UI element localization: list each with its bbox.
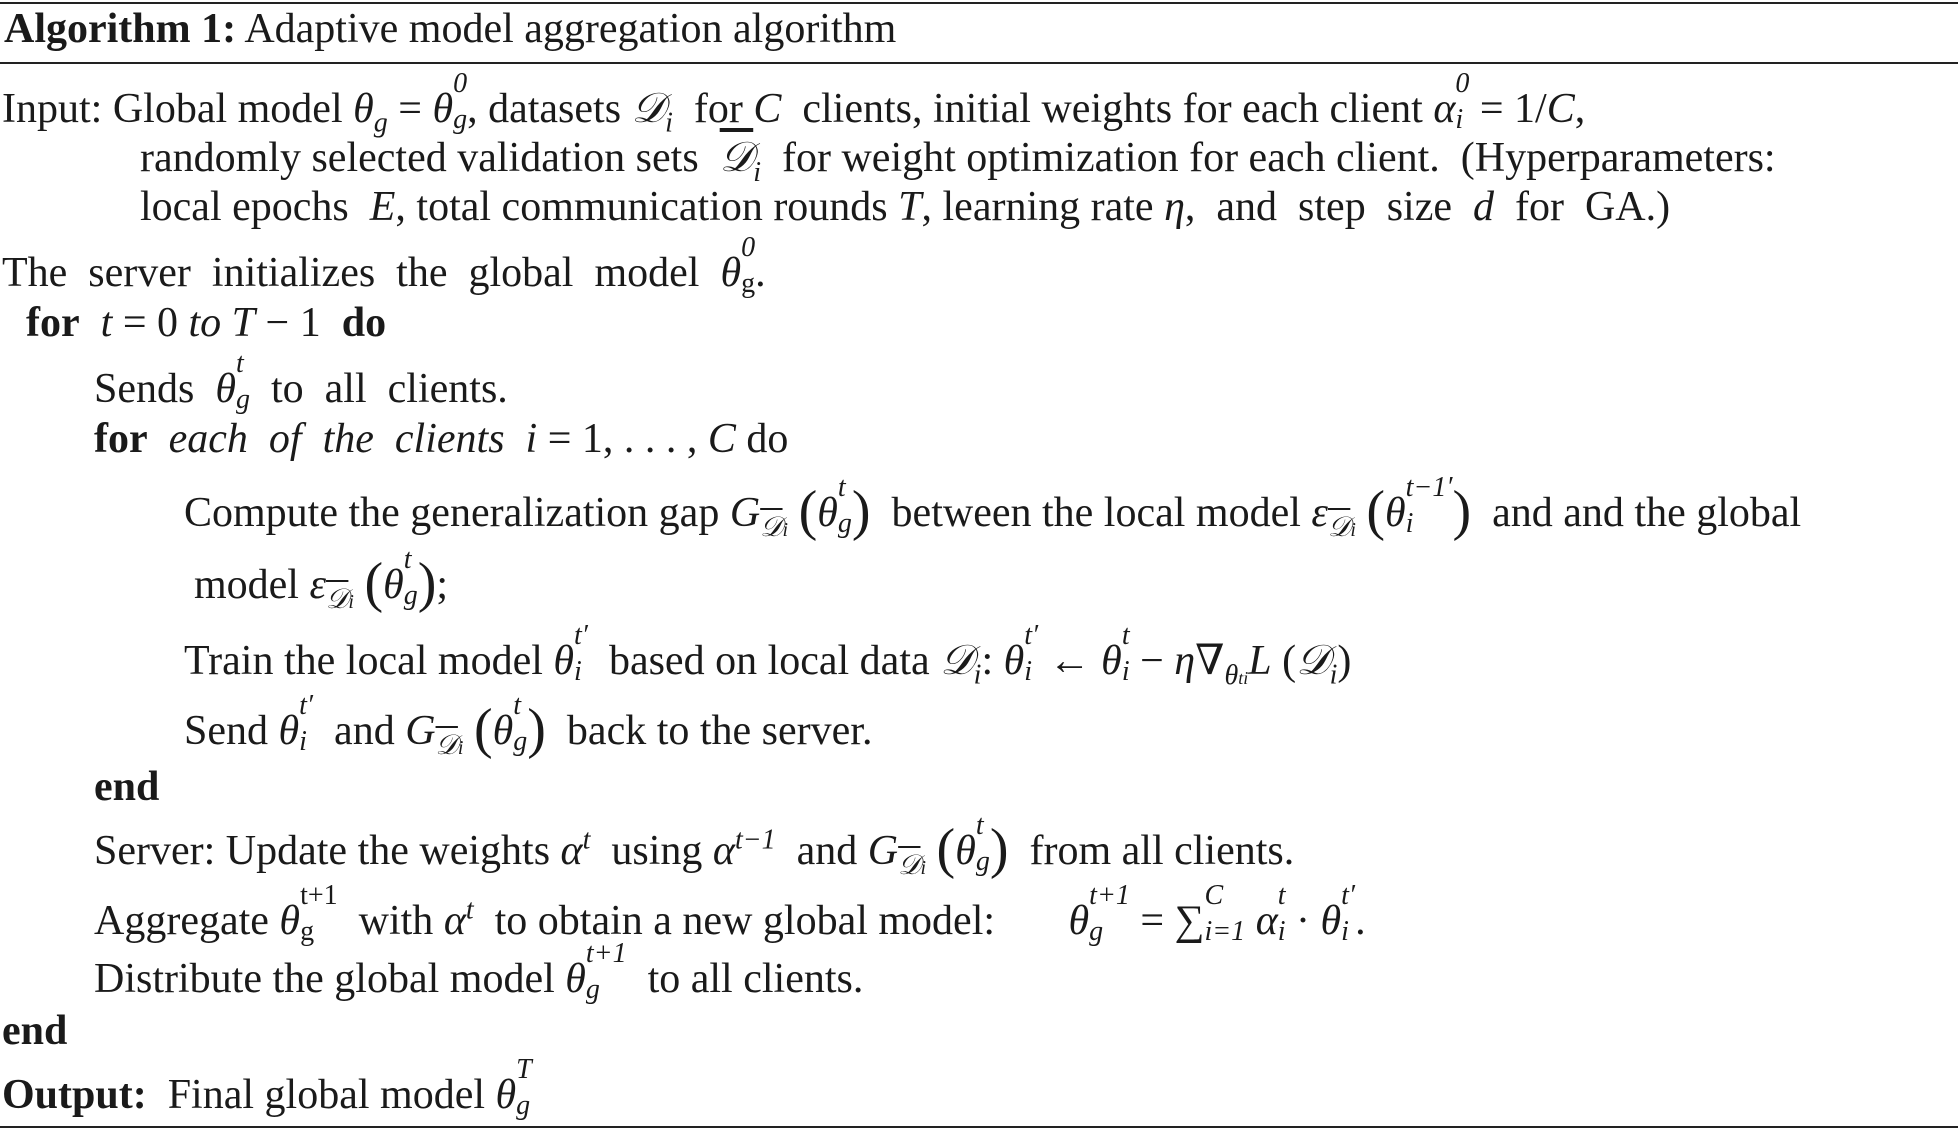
bottom-rule	[0, 1126, 1958, 1128]
send-line: Send θ t′ i and $G_{𝒟i}$ (θ t g ) back to the server.	[184, 690, 873, 761]
for-outer-line: for t = 0 to T − 1 do	[26, 300, 387, 346]
end-outer: end	[2, 1008, 68, 1054]
algorithm-header	[4, 4, 896, 54]
for-inner-line: for each of the clients i = 1, . . . , C do	[94, 416, 789, 462]
input-line-2: randomly selected validation sets 𝒟$_i$ for weight optimization for each client. (Hyperparameters:	[140, 132, 1776, 188]
output-line: Output: Final global model θ T g	[2, 1054, 532, 1121]
server-update-line: Server: Update the weights $\alpha^t$ using $\alpha^{t-1}$ and $G_{𝒟i}$ (θ t g ) from all clients.	[94, 810, 1295, 881]
header-rule	[0, 62, 1958, 64]
input-line-3: local epochs E, total communication rounds T, learning rate η, and step size d for GA.)	[140, 184, 1671, 230]
for-inner-keyword: for	[94, 416, 148, 462]
init-line: The server initializes the global model θ 0 g .	[2, 232, 766, 299]
for-outer-do: do	[341, 300, 387, 346]
input-line-1: Input: Global model $\theta_g = \theta$ 0 g , datasets 𝒟$_i$ for C clients, initial weights for each client α 0 i = 1/C,	[2, 68, 1586, 139]
aggregate-line: Aggregate θ t+1 g with $\alpha^t$ to obtain a new global model: θ t+1 g = ∑ C i=1 α t i · θ t′ i .	[94, 880, 1366, 947]
algorithm-title: Adaptive model aggregation algorithm	[244, 6, 897, 52]
for-outer-keyword: for	[26, 300, 80, 346]
compute-line-1: Compute the generalization gap $G_{𝒟i}$ (θ t g ) between the local model $\varepsilon_{𝒟i}$ (θ t−1′ i ) and and the global	[184, 472, 1802, 543]
distribute-line: Distribute the global model θ t+1 g to all clients.	[94, 938, 864, 1005]
sends-line: Sends θ t g to all clients.	[94, 348, 508, 415]
output-label: Output:	[2, 1071, 147, 1118]
algorithm-label: Algorithm 1:	[4, 6, 237, 52]
compute-line-2: model $\varepsilon_{𝒟i}$ (θ t g );	[194, 544, 449, 615]
train-line: Train the local model θ t′ i based on local data 𝒟$_i$: θ t′ i ← θ t i − $\eta\nabla_{\theta ti}L$ (𝒟$_i$)	[184, 620, 1352, 691]
end-inner: end	[94, 764, 160, 810]
